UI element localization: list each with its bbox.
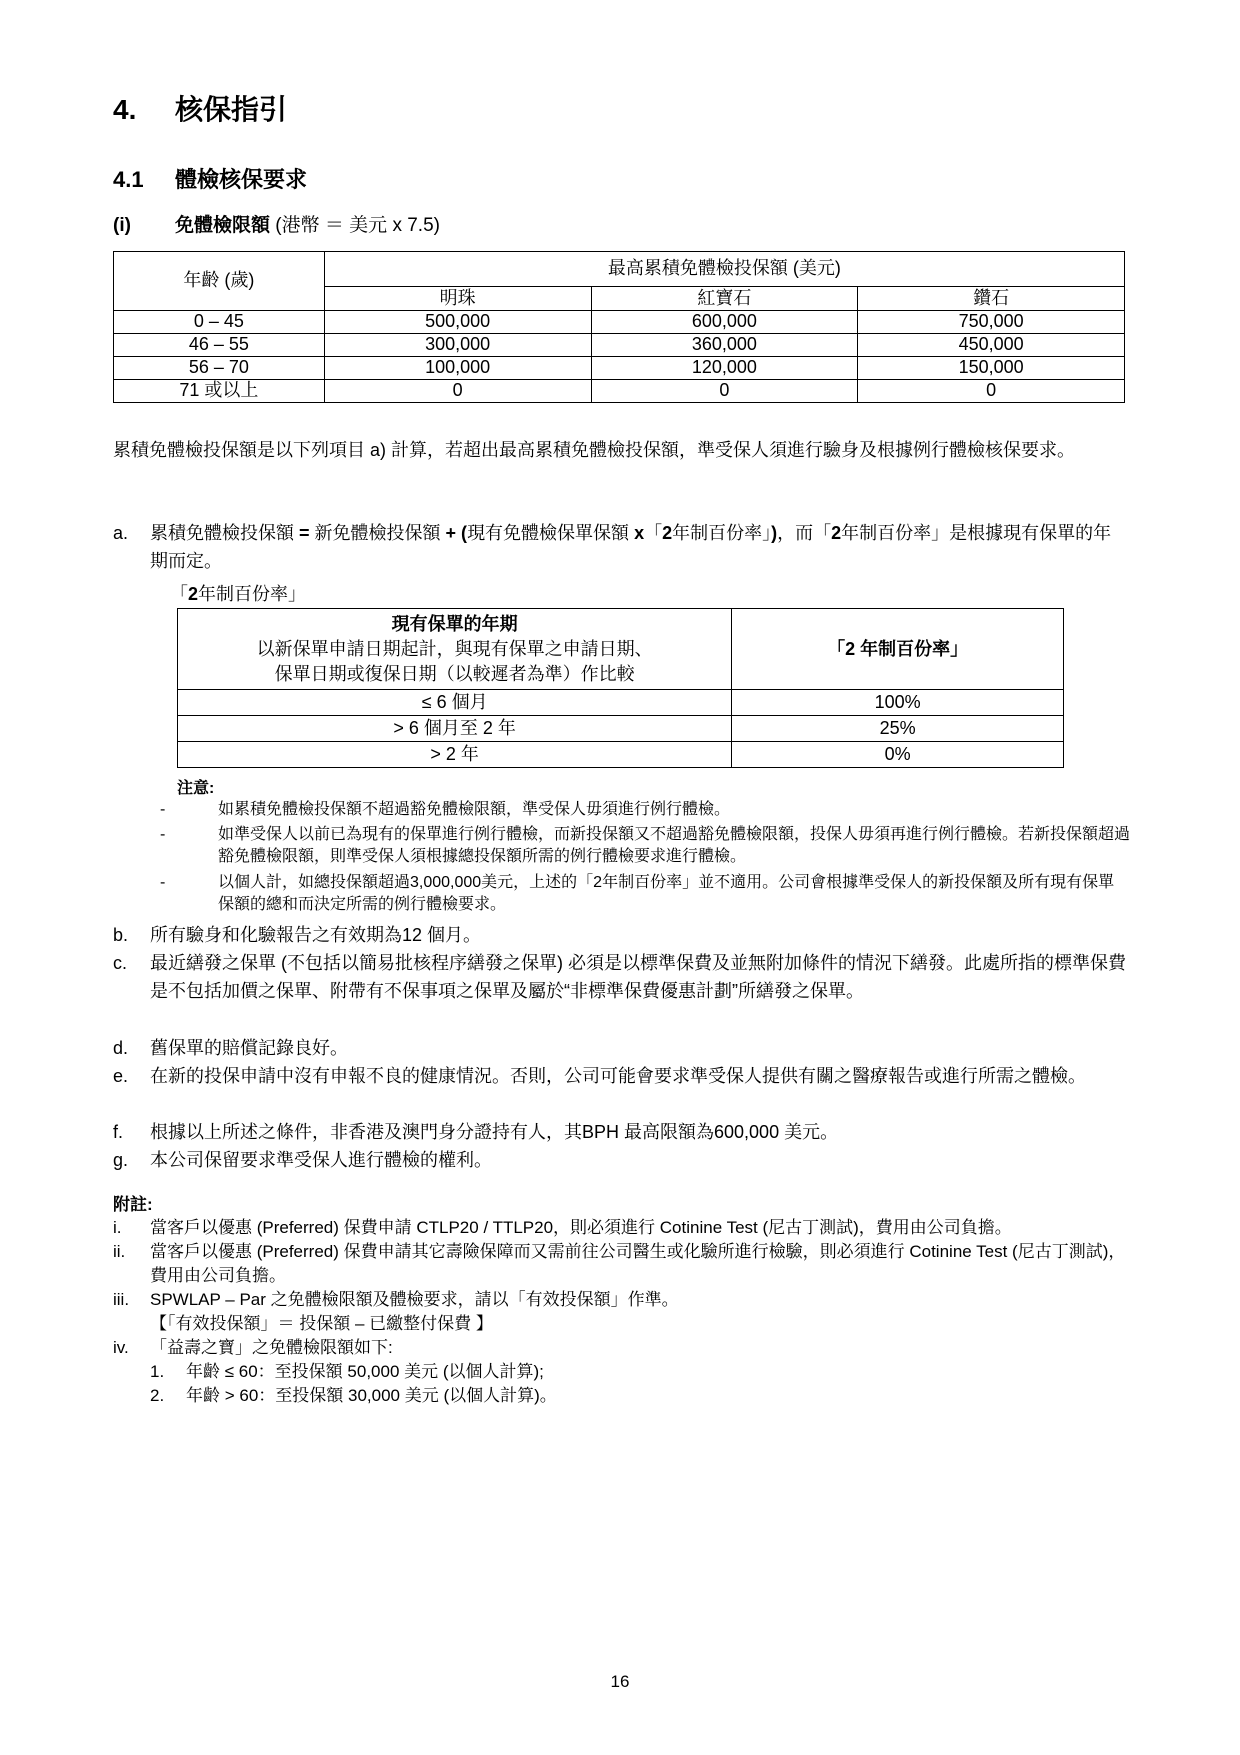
value-cell: 0 <box>324 380 591 403</box>
list-text: 根據以上所述之條件，非香港及澳門身分證持有人，其BPH 最高限額為600,000 美元。 <box>150 1122 839 1142</box>
period-header-line: 以新保單申請日期起計，與現有保單之申請日期、 <box>256 638 653 659</box>
note-item <box>160 799 1130 821</box>
value-cell: 500,000 <box>324 311 591 334</box>
list-label: b. <box>113 925 129 945</box>
value-cell: 750,000 <box>858 311 1125 334</box>
intro-paragraph: 累積免體檢投保額是以下列項目 a) 計算，若超出最高累積免體檢投保額，準受保人須進行驗身及根據例行體檢核保要求。 <box>113 440 1076 460</box>
list-item-c <box>113 949 1128 1005</box>
period-cell: ≤ 6 個月 <box>178 690 732 716</box>
period-header <box>178 609 732 690</box>
list-item-a <box>113 519 1128 575</box>
value-cell: 360,000 <box>591 334 858 357</box>
column-header: 紅寶石 <box>591 287 858 311</box>
table-row <box>114 357 1125 380</box>
subsection-title: 體檢核保要求 <box>175 167 308 192</box>
value-cell: 0 <box>591 380 858 403</box>
remark-item <box>113 1216 1128 1240</box>
table-row <box>114 334 1125 357</box>
list-label: e. <box>113 1066 129 1086</box>
item-heading-title: 免體檢限額 <box>175 215 271 236</box>
remark-subtext: 【「有效投保額」＝ 投保額 – 已繳整付保費 】 <box>150 1314 493 1333</box>
remark-label: iv. <box>113 1338 129 1357</box>
list-label: d. <box>113 1038 129 1058</box>
note-text: 以個人計，如總投保額超過3,000,000美元，上述的「2年制百份率」並不適用。公司會根據準受保人的新投保額及所有現有保單保額的總和而決定所需的例行體檢要求。 <box>218 874 1115 913</box>
note-text: 如準受保人以前已為現有的保單進行例行體檢，而新投保額又不超過豁免體檢限額，投保人毋須再進行例行體檢。若新投保額超過豁免體檢限額，則準受保人須根據總投保額所需的例行體檢要求進行體檢。 <box>218 826 1131 865</box>
note-dash: - <box>160 826 166 843</box>
item-heading <box>113 210 440 237</box>
remark-label: iii. <box>113 1290 130 1309</box>
table-row <box>178 742 1064 768</box>
list-text: 累積免體檢投保額 = 新免體檢投保額 + (現有免體檢保單保額 x「2年制百份率」)，而「2年制百份率」是根據現有保單的年期而定。 <box>150 523 1112 571</box>
table-row <box>114 380 1125 403</box>
list-text: 所有驗身和化驗報告之有效期為12 個月。 <box>150 925 482 945</box>
note-text: 如累積免體檢投保額不超過豁免體檢限額，準受保人毋須進行例行體檢。 <box>218 801 731 818</box>
value-cell: 0 <box>858 380 1125 403</box>
rate-caption: 「2年制百份率」 <box>170 584 307 604</box>
rate-table <box>177 608 1064 768</box>
note-dash: - <box>160 874 166 891</box>
remark-text: 當客戶以優惠 (Preferred) 保費申請 CTLP20 / TTLP20，則必須進行 Cotinine Test (尼古丁測試)，費用由公司負擔。 <box>150 1218 1012 1237</box>
period-cell: > 6 個月至 2 年 <box>178 716 732 742</box>
value-cell: 300,000 <box>324 334 591 357</box>
remark-text: 「益壽之寶」之免體檢限額如下: <box>150 1338 393 1357</box>
subsection-heading <box>113 163 307 194</box>
age-header: 年齡 (歲) <box>114 252 325 311</box>
list-item-f <box>113 1118 1128 1146</box>
remark-text: SPWLAP – Par 之免體檢限額及體檢要求，請以「有效投保額」作準。 <box>150 1290 679 1309</box>
limits-table <box>113 251 1125 403</box>
rate-cell: 0% <box>732 742 1064 768</box>
column-header: 鑽石 <box>858 287 1125 311</box>
remark-subitem: 2. 年齡 > 60：至投保額 30,000 美元 (以個人計算)。 <box>150 1386 557 1405</box>
value-cell: 100,000 <box>324 357 591 380</box>
list-text: 在新的投保申請中沒有申報不良的健康情況。否則，公司可能會要求準受保人提供有關之醫療報告或進行所需之體檢。 <box>150 1066 1086 1086</box>
value-cell: 450,000 <box>858 334 1125 357</box>
list-text: 舊保單的賠償記錄良好。 <box>150 1038 348 1058</box>
value-cell: 120,000 <box>591 357 858 380</box>
age-cell: 56 – 70 <box>114 357 325 380</box>
remark-label: ii. <box>113 1242 126 1261</box>
value-cell: 600,000 <box>591 311 858 334</box>
subsection-number: 4.1 <box>113 167 144 192</box>
section-number: 4. <box>113 94 137 125</box>
list-item-g <box>113 1146 1128 1174</box>
note-item <box>160 872 1130 916</box>
remark-item <box>113 1336 1128 1408</box>
remark-text: 當客戶以優惠 (Preferred) 保費申請其它壽險保障而又需前往公司醫生或化驗所進行檢驗，則必須進行 Cotinine Test (尼古丁測試)，費用由公司負擔。 <box>150 1242 1126 1285</box>
list-text: 本公司保留要求準受保人進行體檢的權利。 <box>150 1150 492 1170</box>
column-header: 明珠 <box>324 287 591 311</box>
item-heading-number: (i) <box>113 215 131 236</box>
note-item <box>160 824 1130 868</box>
remark-item <box>113 1288 1128 1336</box>
item-heading-note: (港幣 ＝ 美元 x 7.5) <box>270 215 440 236</box>
remark-item <box>113 1240 1128 1288</box>
age-cell: 0 – 45 <box>114 311 325 334</box>
table-row <box>178 690 1064 716</box>
rate-cell: 25% <box>732 716 1064 742</box>
list-item-e <box>113 1062 1128 1090</box>
section-heading <box>113 88 287 128</box>
notes-heading: 注意: <box>177 780 215 797</box>
list-item-b <box>113 921 1128 949</box>
list-text: 最近繕發之保單 (不包括以簡易批核程序繕發之保單) 必須是以標準保費及並無附加條件的情況下繕發。此處所指的標準保費是不包括加價之保單、附帶有不保事項之保單及屬於“非標準保費優惠計劃”所繕發之保單。 <box>150 953 1126 1001</box>
remark-subitem: 1. 年齡 ≤ 60：至投保額 50,000 美元 (以個人計算); <box>150 1362 544 1381</box>
age-cell: 46 – 55 <box>114 334 325 357</box>
remark-label: i. <box>113 1218 122 1237</box>
remarks-heading: 附註: <box>113 1195 153 1214</box>
list-label: g. <box>113 1150 129 1170</box>
period-header-title: 現有保單的年期 <box>391 613 518 634</box>
list-label: f. <box>113 1122 124 1142</box>
list-label: a. <box>113 523 129 543</box>
list-label: c. <box>113 953 128 973</box>
rate-header: 「2 年制百份率」 <box>732 609 1064 690</box>
period-cell: > 2 年 <box>178 742 732 768</box>
list-item-d <box>113 1034 1128 1062</box>
table-row <box>178 716 1064 742</box>
group-header: 最高累積免體檢投保額 (美元) <box>324 252 1124 287</box>
rate-cell: 100% <box>732 690 1064 716</box>
note-dash: - <box>160 801 166 818</box>
table-row <box>114 311 1125 334</box>
period-header-line: 保單日期或復保日期（以較遲者為準）作比較 <box>274 663 635 684</box>
value-cell: 150,000 <box>858 357 1125 380</box>
age-cell: 71 或以上 <box>114 380 325 403</box>
page-number: 16 <box>610 1672 630 1691</box>
section-title: 核保指引 <box>175 94 288 125</box>
